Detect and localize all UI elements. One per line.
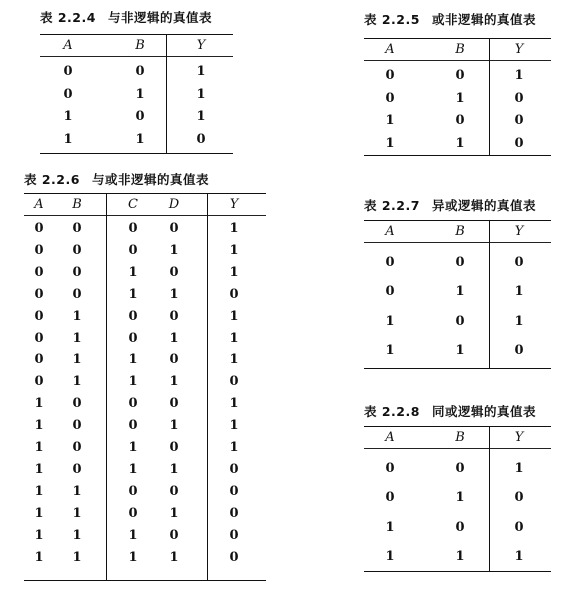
bottom-rule <box>364 155 551 156</box>
header-a: A <box>385 430 395 445</box>
table-title: 与或非逻辑的真值表 <box>91 172 209 187</box>
table-cell: 0 <box>128 396 138 412</box>
table-cell: 0 <box>128 330 138 346</box>
table-cell: 0 <box>72 440 82 455</box>
table-cell: 0 <box>34 330 44 346</box>
table-cell: 1 <box>72 483 82 499</box>
table-cell: 1 <box>514 284 524 300</box>
table-cell: 1 <box>229 396 239 412</box>
table-cell: 0 <box>455 113 465 128</box>
table-cell: 1 <box>169 330 179 346</box>
table-cell: 0 <box>385 461 395 476</box>
table-cell: 0 <box>34 374 44 390</box>
table-cell: 1 <box>169 505 179 521</box>
table-cell: 1 <box>229 221 239 236</box>
table-cell: 0 <box>229 549 239 565</box>
table-cell: 0 <box>455 461 465 476</box>
table-title: 或非逻辑的真值表 <box>431 12 536 27</box>
table-cell: 0 <box>385 490 395 506</box>
header-a: A <box>385 224 395 239</box>
table-cell: 0 <box>135 109 145 124</box>
top-rule <box>364 426 551 427</box>
table-cell: 0 <box>72 242 82 258</box>
table-cell: 0 <box>72 418 82 434</box>
table-cell: 0 <box>385 255 395 270</box>
table-cell: 0 <box>169 352 179 368</box>
table-cell: 1 <box>72 505 82 521</box>
table-cell: 0 <box>34 242 44 258</box>
truth-table-t227 <box>364 196 551 388</box>
table-title: 异或逻辑的真值表 <box>431 198 536 213</box>
column-divider <box>489 38 490 155</box>
table-cell: 0 <box>196 131 206 147</box>
table-cell: 1 <box>128 286 138 302</box>
table-cell: 0 <box>169 308 179 324</box>
header-rule <box>40 56 233 57</box>
column-divider <box>106 193 107 580</box>
table-cell: 0 <box>455 519 465 535</box>
table-cell: 0 <box>63 64 73 79</box>
table-number: 表 2.2.6 <box>24 172 80 187</box>
table-cell: 0 <box>128 483 138 499</box>
table-cell: 0 <box>229 483 239 499</box>
top-rule <box>24 193 266 194</box>
table-cell: 0 <box>72 221 82 236</box>
table-cell: 1 <box>34 527 44 543</box>
table-cell: 1 <box>229 308 239 324</box>
table-cell: 0 <box>229 527 239 543</box>
table-cell: 0 <box>128 308 138 324</box>
table-caption <box>364 10 536 28</box>
table-cell: 1 <box>34 418 44 434</box>
table-cell: 1 <box>169 374 179 390</box>
table-cell: 0 <box>169 483 179 499</box>
table-cell: 0 <box>514 135 524 151</box>
table-number: 表 2.2.7 <box>364 198 420 213</box>
column-divider <box>489 426 490 571</box>
header-y: Y <box>514 42 524 57</box>
table-cell: 1 <box>196 86 206 102</box>
column-divider <box>489 220 490 368</box>
table-cell: 0 <box>229 505 239 521</box>
table-cell: 0 <box>385 68 395 83</box>
table-cell: 1 <box>72 352 82 368</box>
truth-table-t228 <box>364 402 551 591</box>
table-cell: 1 <box>135 131 145 147</box>
table-caption <box>364 196 536 214</box>
table-cell: 1 <box>385 313 395 329</box>
table-cell: 1 <box>63 131 73 147</box>
top-rule <box>364 38 551 39</box>
table-cell: 0 <box>72 396 82 412</box>
bottom-rule <box>364 571 551 572</box>
table-caption <box>40 8 212 26</box>
table-cell: 1 <box>455 342 465 358</box>
table-cell: 1 <box>34 440 44 455</box>
table-cell: 1 <box>385 519 395 535</box>
table-cell: 0 <box>455 255 465 270</box>
table-cell: 1 <box>385 113 395 128</box>
table-cell: 1 <box>169 461 179 477</box>
table-cell: 0 <box>455 68 465 83</box>
table-cell: 0 <box>169 396 179 412</box>
table-cell: 1 <box>128 352 138 368</box>
header-y: Y <box>514 430 524 445</box>
table-cell: 1 <box>128 527 138 543</box>
table-cell: 1 <box>72 308 82 324</box>
header-d: D <box>168 197 180 212</box>
header-y: Y <box>196 38 206 53</box>
table-cell: 0 <box>229 461 239 477</box>
table-cell: 0 <box>229 374 239 390</box>
table-cell: 0 <box>514 113 524 128</box>
table-cell: 0 <box>34 286 44 302</box>
table-cell: 0 <box>514 519 524 535</box>
table-cell: 1 <box>72 374 82 390</box>
table-cell: 1 <box>196 64 206 79</box>
table-cell: 1 <box>229 242 239 258</box>
header-b: B <box>455 224 465 239</box>
truth-table-t226 <box>24 170 266 600</box>
table-cell: 1 <box>455 490 465 506</box>
table-cell: 1 <box>455 90 465 106</box>
table-cell: 1 <box>455 284 465 300</box>
column-divider <box>166 34 167 153</box>
table-cell: 1 <box>385 548 395 564</box>
table-cell: 1 <box>128 461 138 477</box>
table-cell: 1 <box>196 109 206 124</box>
bottom-rule <box>24 580 266 581</box>
header-b: B <box>455 42 465 57</box>
table-cell: 1 <box>34 396 44 412</box>
table-cell: 0 <box>169 264 179 280</box>
table-cell: 1 <box>385 135 395 151</box>
table-cell: 0 <box>514 255 524 270</box>
table-cell: 1 <box>514 68 524 83</box>
table-cell: 1 <box>229 440 239 455</box>
table-cell: 0 <box>169 527 179 543</box>
table-cell: 1 <box>514 461 524 476</box>
table-cell: 1 <box>72 330 82 346</box>
table-cell: 0 <box>455 313 465 329</box>
table-cell: 1 <box>169 549 179 565</box>
table-cell: 1 <box>128 374 138 390</box>
table-cell: 1 <box>229 330 239 346</box>
header-y: Y <box>229 197 239 212</box>
header-a: A <box>34 197 44 212</box>
table-cell: 0 <box>72 264 82 280</box>
bottom-rule <box>40 153 233 154</box>
table-cell: 0 <box>72 286 82 302</box>
table-cell: 0 <box>34 352 44 368</box>
table-cell: 0 <box>63 86 73 102</box>
table-cell: 0 <box>385 90 395 106</box>
table-cell: 0 <box>169 440 179 455</box>
table-title: 与非逻辑的真值表 <box>107 10 212 25</box>
table-cell: 1 <box>229 264 239 280</box>
table-cell: 0 <box>34 308 44 324</box>
top-rule <box>40 34 233 35</box>
table-number: 表 2.2.5 <box>364 12 420 27</box>
header-rule <box>24 215 266 216</box>
truth-table-t225 <box>364 10 551 175</box>
table-cell: 0 <box>514 90 524 106</box>
bottom-rule <box>364 368 551 369</box>
table-title: 同或逻辑的真值表 <box>431 404 536 419</box>
table-cell: 1 <box>514 313 524 329</box>
header-y: Y <box>514 224 524 239</box>
table-caption <box>364 402 536 420</box>
table-cell: 1 <box>169 418 179 434</box>
table-cell: 0 <box>229 286 239 302</box>
header-b: B <box>455 430 465 445</box>
table-cell: 1 <box>34 461 44 477</box>
table-number: 表 2.2.4 <box>40 10 96 25</box>
table-cell: 0 <box>514 342 524 358</box>
table-cell: 1 <box>63 109 73 124</box>
table-cell: 1 <box>34 505 44 521</box>
table-cell: 0 <box>34 221 44 236</box>
table-cell: 1 <box>135 86 145 102</box>
table-caption <box>24 170 209 188</box>
table-cell: 1 <box>34 549 44 565</box>
header-rule <box>364 242 551 243</box>
table-cell: 0 <box>128 221 138 236</box>
header-a: A <box>63 38 73 53</box>
table-cell: 0 <box>385 284 395 300</box>
table-cell: 1 <box>229 352 239 368</box>
table-cell: 1 <box>128 549 138 565</box>
table-cell: 1 <box>34 483 44 499</box>
table-cell: 1 <box>128 264 138 280</box>
table-cell: 1 <box>169 242 179 258</box>
column-divider <box>207 193 208 580</box>
table-cell: 0 <box>72 461 82 477</box>
table-cell: 0 <box>169 221 179 236</box>
table-cell: 1 <box>455 135 465 151</box>
table-cell: 1 <box>169 286 179 302</box>
header-rule <box>364 60 551 61</box>
table-cell: 1 <box>229 418 239 434</box>
table-cell: 1 <box>455 548 465 564</box>
table-cell: 0 <box>128 505 138 521</box>
header-b: B <box>72 197 82 212</box>
table-cell: 0 <box>514 490 524 506</box>
table-cell: 1 <box>514 548 524 564</box>
table-cell: 1 <box>385 342 395 358</box>
header-a: A <box>385 42 395 57</box>
table-cell: 1 <box>72 549 82 565</box>
top-rule <box>364 220 551 221</box>
header-c: C <box>128 197 138 212</box>
header-b: B <box>135 38 145 53</box>
header-rule <box>364 448 551 449</box>
table-number: 表 2.2.8 <box>364 404 420 419</box>
table-cell: 0 <box>135 64 145 79</box>
table-cell: 0 <box>128 418 138 434</box>
table-cell: 0 <box>34 264 44 280</box>
table-cell: 0 <box>128 242 138 258</box>
table-cell: 1 <box>72 527 82 543</box>
truth-table-t224 <box>40 8 233 173</box>
table-cell: 1 <box>128 440 138 455</box>
